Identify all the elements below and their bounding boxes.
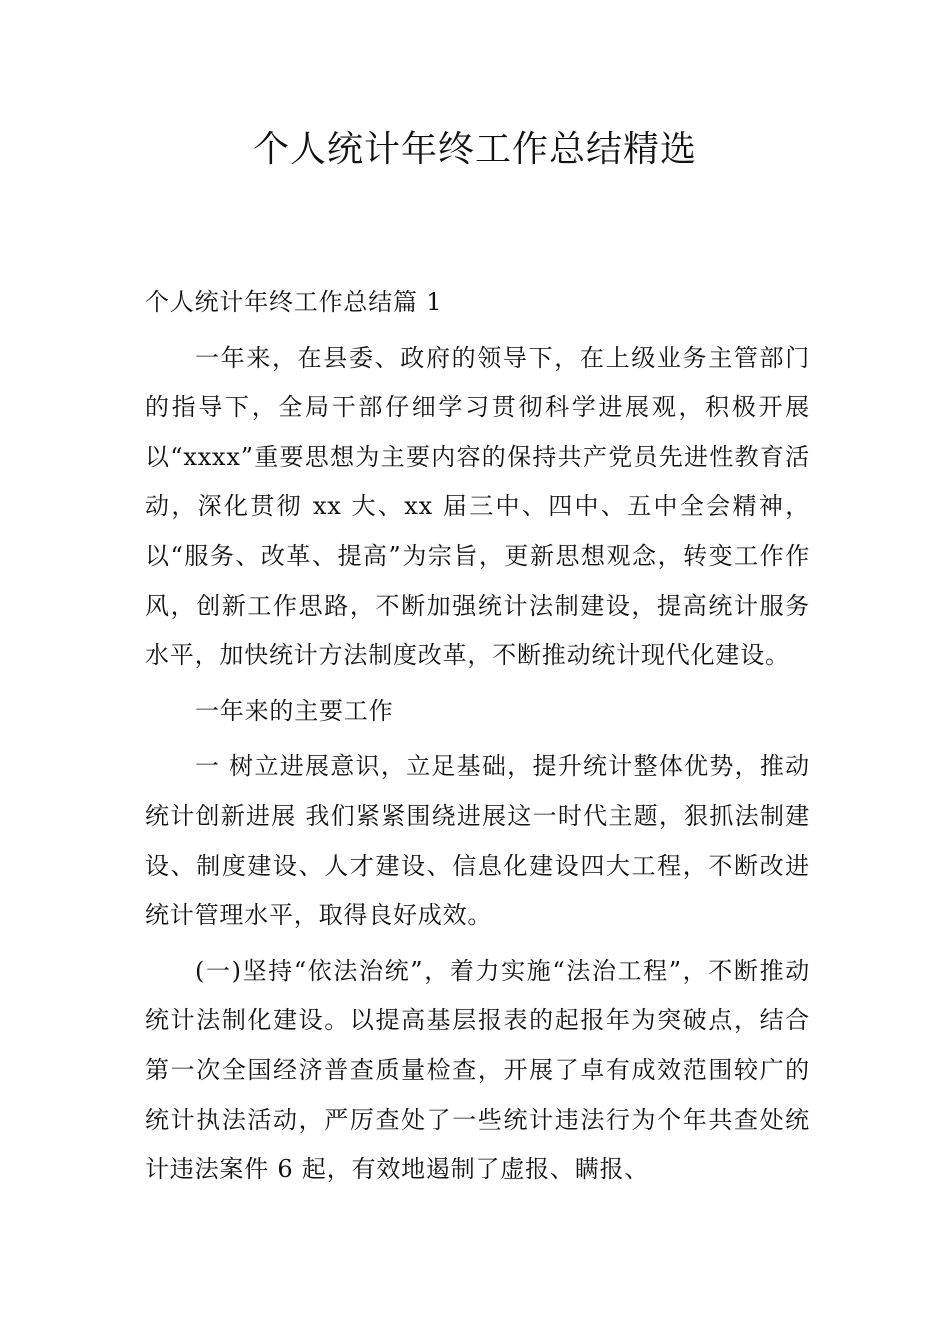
document-body	[145, 278, 810, 1195]
paragraph-section-one: 一 树立进展意识，立足基础，提升统计整体优势，推动统计创新进展 我们紧紧围绕进展这一时代主题，狠抓法制建设、制度建设、人才建设、信息化建设四大工程，不断改进统计管理水平，取得良好成效。	[145, 752, 810, 930]
paragraph-rule-of-law: (一)坚持“依法治统”，着力实施“法治工程”，不断推动统计法制化建设。以提高基层报表的起报年为突破点，结合第一次全国经济普查质量检查，开展了卓有成效范围较广的统计执法活动，严厉查处了一些统计违法行为个年共查处统计违法案件 6 起，有效地遏制了虚报、瞒报、	[145, 956, 810, 1184]
paragraph-intro: 一年来，在县委、政府的领导下，在上级业务主管部门的指导下，全局干部仔细学习贯彻科学进展观，积极开展以“xxxx”重要思想为主要内容的保持共产党员先进性教育活动，深化贯彻 xx 大、xx 届三中、四中、五中全会精神，以“服务、改革、提高”为宗旨，更新思想观念，转变工作作风，创新工作思路，不断加强统计法制建设，提高统计服务水平，加快统计方法制度改革，不断推动统计现代化建设。	[145, 343, 810, 670]
paragraph-main-work-heading: 一年来的主要工作	[195, 696, 394, 725]
section-heading: 个人统计年终工作总结篇 1	[145, 288, 443, 316]
document-title: 个人统计年终工作总结精选	[252, 129, 697, 170]
